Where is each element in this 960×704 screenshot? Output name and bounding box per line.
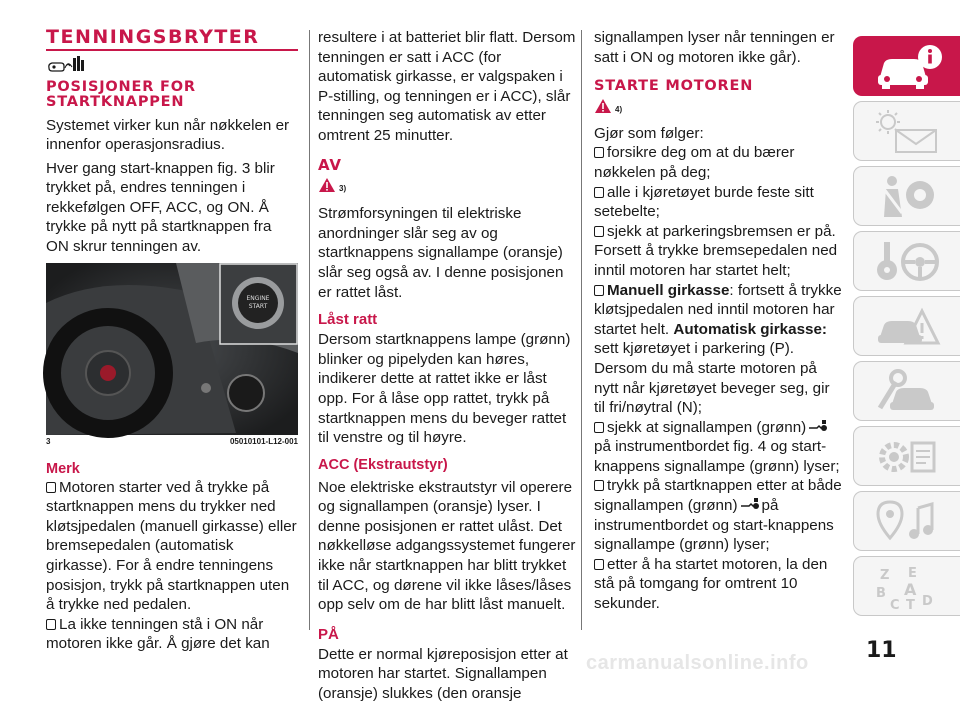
warning-triangle-icon bbox=[594, 98, 612, 114]
paragraph: Gjør som følger: bbox=[594, 124, 704, 142]
tab-safety[interactable] bbox=[853, 166, 960, 226]
tab-multimedia[interactable] bbox=[853, 491, 960, 551]
paragraph: Hver gang start-knappen fig. 3 blir trykket på, endres tenningen i rekkefølgen OFF, ACC, og ON. Å trykke på nytt på startknappen fra ON skrur tenningen av. bbox=[46, 159, 275, 256]
bullet-icon bbox=[594, 422, 604, 433]
list-item: sjekk at signallampen (grønn)på instrumentbordet fig. 4 og start-knappens signallampe (grønn) lyser; bbox=[594, 418, 840, 475]
svg-text:Z: Z bbox=[880, 568, 890, 583]
svg-text:T: T bbox=[906, 598, 915, 613]
warning-triangle-icon bbox=[318, 177, 336, 193]
bullet-icon bbox=[594, 285, 604, 296]
list-item: sjekk at parkeringsbremsen er på. Forsett å trykke bremsepedalen ned inntil motoren har startet helt; bbox=[594, 222, 838, 279]
page-number: 11 bbox=[866, 638, 897, 663]
tab-lights-messages[interactable] bbox=[853, 101, 960, 161]
figure-number: 3 bbox=[46, 436, 51, 446]
key-steering-icon bbox=[874, 238, 944, 286]
chapter-tabs bbox=[853, 36, 960, 621]
section-title: POSISJONER FOR STARTKNAPPEN bbox=[46, 78, 196, 110]
column-3 bbox=[594, 28, 844, 614]
data-gear-icon bbox=[874, 433, 944, 481]
bullet-icon bbox=[46, 619, 56, 630]
paragraph: Noe elektriske ekstrautstyr vil operere og signallampen (oransje) lyser. I denne posisjonen er rattet ulåst. Det nøkkelløse adgangssystemet fungerer ikke når startknappen har blitt trykket til ACC, og dørene vil ikke låses/låses opp selv om de har blitt låst manuelt. bbox=[318, 478, 576, 614]
seatbelt-airbag-icon bbox=[874, 173, 944, 221]
list-item: alle i kjøretøyet burde feste sitt setebelte; bbox=[594, 183, 814, 221]
bullet-icon bbox=[594, 480, 604, 491]
tab-index[interactable] bbox=[853, 556, 960, 616]
paragraph: Strømforsyningen til elektriske anordninger slår seg av og startknappens signallampe (oransje) slår seg også av. I denne posisjonen er rattet låst. bbox=[318, 205, 564, 301]
key-indicator-icon bbox=[740, 497, 760, 513]
bullet-icon bbox=[594, 226, 604, 237]
heading-pa: PÅ bbox=[318, 625, 339, 643]
svg-text:C: C bbox=[890, 598, 900, 613]
paragraph: resultere i at batteriet blir flatt. Dersom tenningen er satt i ACC (for automatisk girkasse, er valgspaken i P-stilling, og tenningen er i ACC), slår tenningen seg automatisk av etter omtrent 25 minutter. bbox=[318, 29, 576, 144]
column-divider bbox=[309, 30, 310, 630]
alphabet-index-icon bbox=[874, 563, 944, 611]
svg-text:E: E bbox=[908, 566, 917, 581]
heading-av: AV bbox=[318, 155, 342, 174]
svg-text:B: B bbox=[876, 586, 886, 601]
svg-text:D: D bbox=[922, 594, 933, 609]
watermark: carmanualsonline.info bbox=[586, 652, 809, 674]
column-1 bbox=[46, 26, 298, 654]
chapter-title: TENNINGSBRYTER bbox=[46, 26, 260, 48]
column-divider bbox=[581, 30, 582, 630]
bullet-icon bbox=[594, 559, 604, 570]
bullet-icon bbox=[46, 482, 56, 493]
bullet-icon bbox=[594, 147, 604, 158]
warning-ref: 4) bbox=[594, 94, 622, 114]
svg-text:A: A bbox=[904, 580, 917, 599]
figure-start-button bbox=[46, 263, 298, 435]
wrench-car-icon bbox=[874, 368, 944, 416]
lights-envelope-icon bbox=[874, 108, 944, 156]
column-2 bbox=[318, 28, 576, 704]
svg-text:START: START bbox=[248, 302, 268, 310]
heading-acc: ACC (Ekstrautstyr) bbox=[318, 456, 448, 473]
tab-technical-data[interactable] bbox=[853, 426, 960, 486]
paragraph: signallampen lyser når tenningen er satt i ON og motoren ikke går). bbox=[594, 29, 835, 66]
tab-car-info[interactable] bbox=[853, 36, 960, 96]
paragraph: Systemet virker kun når nøkkelen er innenfor operasjonsradius. bbox=[46, 116, 290, 154]
car-warning-icon bbox=[874, 303, 944, 351]
heading-starte-motoren: STARTE MOTOREN bbox=[594, 78, 754, 95]
multimedia-icon bbox=[874, 498, 944, 546]
warning-ref: 3) bbox=[318, 173, 346, 193]
title-rule bbox=[46, 49, 298, 51]
bullet-icon bbox=[594, 187, 604, 198]
tab-starting-driving[interactable] bbox=[853, 231, 960, 291]
paragraph: Dersom startknappens lampe (grønn) blinker og pipelyden kan høres, indikerer dette at rattet ikke er låst opp. For å låse opp rattet, trykk på startknappen mens du beveger rattet til venstre og til høyre. bbox=[318, 331, 571, 447]
list-item: Manuell girkasse: fortsett å trykke kløtsjpedalen ned inntil motoren har startet helt. Automatisk girkasse: sett kjøretøyet i parkering (P). Dersom du må starte motoren på nytt når kjøretøyet beveger seg, gir til fri/nøytral (N); bbox=[594, 281, 842, 417]
list-item: La ikke tenningen stå i ON når motoren ikke går. Å gjøre det kan bbox=[46, 615, 270, 653]
figure-caption bbox=[46, 436, 298, 448]
tab-emergency[interactable] bbox=[853, 296, 960, 356]
key-indicator-icon bbox=[808, 419, 828, 435]
merk-label: Merk bbox=[46, 460, 80, 477]
tab-maintenance[interactable] bbox=[853, 361, 960, 421]
keyless-icon bbox=[46, 54, 298, 76]
list-item: Motoren starter ved å trykke på startknappen mens du trykker ned kløtsjpedalen (manuell girkasse) eller bremsepedalen (automatisk girkasse). For å endre tenningens posisjon, trykk på startknappen uten å trykke ned pedalen. bbox=[46, 478, 297, 614]
svg-text:ENGINE: ENGINE bbox=[246, 294, 270, 302]
list-item: etter å ha startet motoren, la den stå på tomgang for omtrent 10 sekunder. bbox=[594, 555, 828, 613]
list-item: trykk på startknappen etter at både signallampen (grønn) på instrumentbordet og start-knappens signallampe (grønn) lyser; bbox=[594, 477, 842, 554]
list-item: forsikre deg om at du bærer nøkkelen på deg; bbox=[594, 144, 795, 181]
car-info-icon bbox=[874, 43, 944, 91]
heading-last-ratt: Låst ratt bbox=[318, 311, 378, 329]
figure-code: 05010101-L12-001 bbox=[229, 436, 298, 446]
paragraph: Dette er normal kjøreposisjon etter at motoren har startet. Signallampen (oransje) slukkes (den oransje bbox=[318, 645, 568, 703]
